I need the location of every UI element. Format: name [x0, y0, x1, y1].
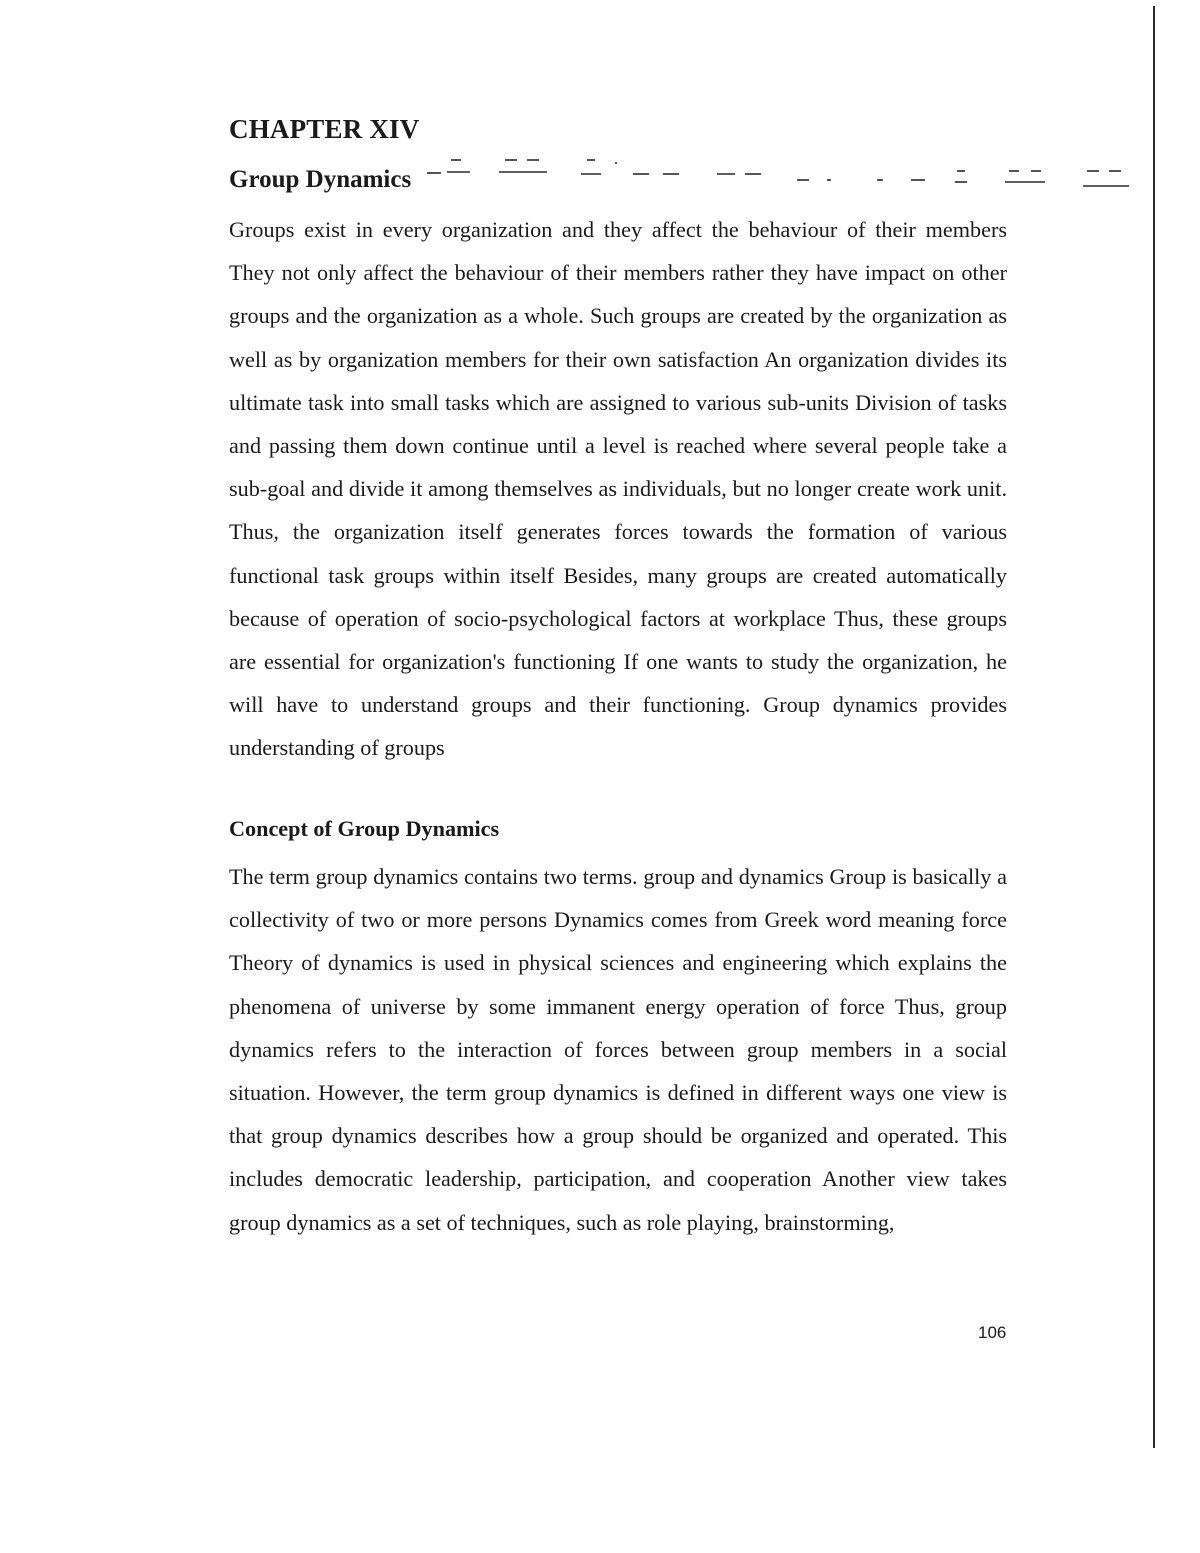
scan-artifact-dashes — [425, 150, 1145, 196]
body-paragraph-concept: The term group dynamics contains two terms. group and dynamics Group is basically a collectivity of two or more persons Dynamics comes from Greek word meaning force Theory of dynamics is used in physical sciences and engineering which explains the phenomena of universe by some immanent energy operation of force Thus, group dynamics refers to the interaction of forces between group members in a social situation. However, the term group dynamics is defined in different ways one view is that group dynamics describes how a group should be organized and operated. This includes democratic leadership, participation, and cooperation Another view takes group dynamics as a set of techniques, such as role playing, brainstorming, — [229, 864, 1007, 1235]
chapter-label: CHAPTER XIV — [229, 114, 420, 144]
section-heading: Concept of Group Dynamics — [229, 816, 500, 841]
chapter-title: Group Dynamics — [229, 166, 412, 193]
page-edge-rule — [1153, 6, 1155, 1448]
page-number: 106 — [978, 1323, 1007, 1342]
body-paragraph-intro: Groups exist in every organization and they affect the behaviour of their members They not only affect the behaviour of their members rather they have impact on other groups and the organization as a whole. Such groups are created by the organization as well as by organization members for their own satisfaction An organization divides its ultimate task into small tasks which are assigned to various sub-units Division of tasks and passing them down continue until a level is reached where several people take a sub-goal and divide it among themselves as individuals, but no longer create work unit. Thus, the organization itself generates forces towards the formation of various functional task groups within itself Besides, many groups are created automatically because of operation of socio-psychological factors at workplace Thus, these groups are essential for organization's functioning If one wants to study the organization, he will have to understand groups and their functioning. Group dynamics provides understanding of groups — [229, 217, 1007, 761]
